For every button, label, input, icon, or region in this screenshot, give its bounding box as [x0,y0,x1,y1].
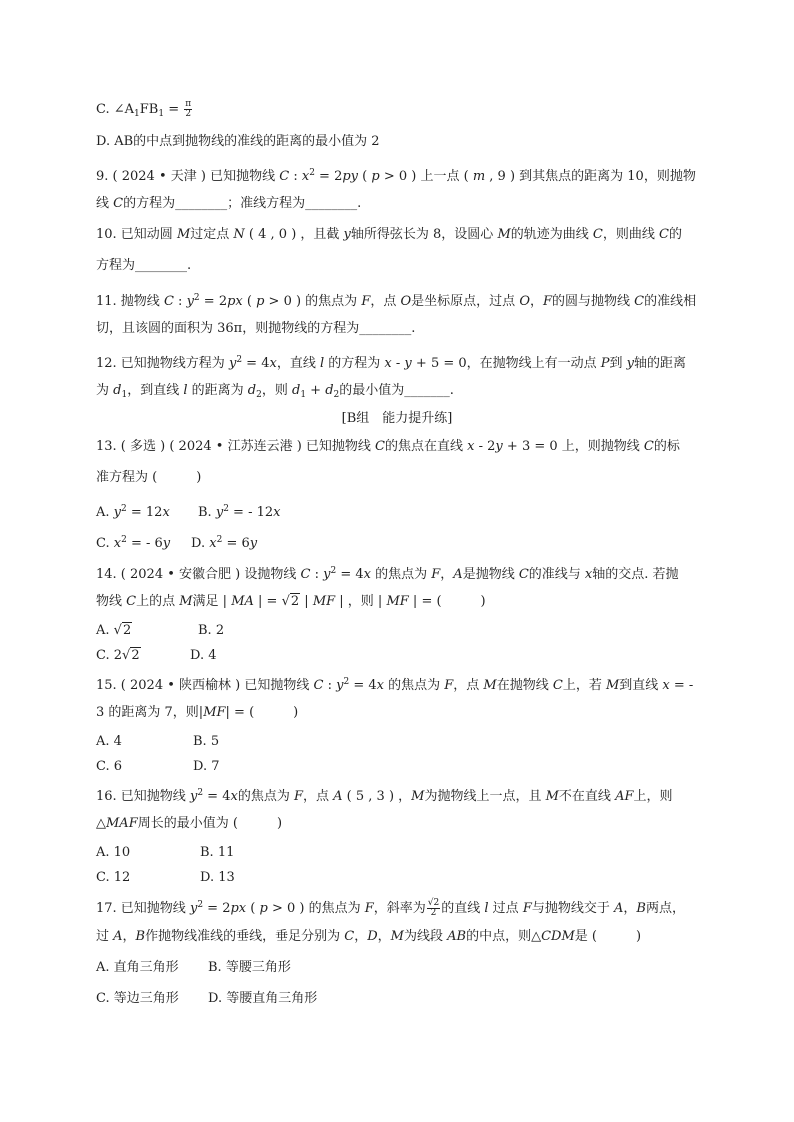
q16-option-c: C. 12 [96,870,131,885]
q16-option-b: B. 11 [200,845,235,860]
q15-option-d: D. 7 [193,759,220,774]
q10-line1: 10. 已知动圆 M过定点 N ( 4 , 0 ) ，且截 y轴所得弦长为 8，设圆心 M的轨迹为曲线 C，则曲线 C的 [96,227,682,242]
q12-line2: 为 $d_1$，到直线 l 的距离为 $d_2$，则 $d_1 + d_2$的最小值为_______. [96,383,454,400]
q13-line1: 13. ( 多选 ) ( 2024 • 江苏连云港 ) 已知抛物线 C的焦点在直线 x - 2y + 3 = 0 上，则抛物线 C的标 [96,439,680,454]
q13-option-a: A. $y^2 = 12x$ [96,504,170,520]
q13-option-b: B. $y^2$ = - 12x [198,504,281,520]
section-b-heading: [B组 能力提升练] [341,411,453,426]
q9-line2: 线 C的方程为________；准线方程为________. [96,196,362,211]
q11-line1: 11. 抛物线 C : $y^2 = 2px$ ( p > 0 ) 的焦点为 F，点 O是坐标原点，过点 O，F的圆与抛物线 C的准线相 [96,293,697,309]
q15-line2: 3 的距离为 7，则|MF| = ( ) [96,705,299,720]
q15-option-c: C. 6 [96,759,123,774]
q16-option-a: A. 10 [96,845,131,860]
q14-option-a: A. √2 [96,623,132,638]
q11-line2: 切，且该圆的面积为 36π，则抛物线的方程为________. [96,321,416,336]
q15-option-b: B. 5 [193,734,220,749]
q17-option-c: C. 等边三角形 [96,991,179,1006]
q16-line2: △MAF周长的最小值为 ( ) [96,816,283,831]
q14-line1: 14. ( 2024 • 安徽合肥 ) 设抛物线 C : $y^2 = 4x$ 的焦点为 F，A是抛物线 C的准线与 x轴的交点. 若抛 [96,566,679,582]
q8-option-d: D. AB的中点到抛物线的准线的距离的最小值为 2 [96,134,380,149]
q8-option-c: C. $\angle A_1FB_1$ = $\frac{\pi}{2}$ [96,99,192,119]
q17-line2: 过 A，B作抛物线准线的垂线，垂足分别为 C，D，M为线段 AB的中点，则△CDM是 ( ) [96,929,642,944]
q13-option-c: C. $x^2$ = - 6y [96,535,171,551]
q14-option-c: C. 2√2 [96,648,140,663]
q12-line1: 12. 已知抛物线方程为 $y^2 = 4x$，直线 l 的方程为 x - y + 5 = 0，在抛物线上有一动点 P到 y轴的距离 [96,355,687,371]
q17-option-b: B. 等腰三角形 [208,960,291,975]
q17-option-a: A. 直角三角形 [96,960,179,975]
q13-line2: 准方程为 ( ) [96,470,202,485]
q15-line1: 15. ( 2024 • 陕西榆林 ) 已知抛物线 C : $y^2 = 4x$ 的焦点为 F，点 M在抛物线 C上，若 M到直线 x = - [96,677,694,693]
q9-line1: 9. ( 2024 • 天津 ) 已知抛物线 C : $x^2 = 2py$ ( p > 0 ) 上一点 ( m , 9 ) 到其焦点的距离为 10，则抛物 [96,168,696,184]
q17-option-d: D. 等腰直角三角形 [208,991,318,1006]
q10-line2: 方程为________. [96,258,192,273]
q16-option-d: D. 13 [200,870,235,885]
q13-option-d: D. $x^2 = 6y$ [191,535,258,551]
q16-line1: 16. 已知抛物线 $y^2 = 4x$的焦点为 F，点 A ( 5 , 3 ) ，M为抛物线上一点，且 M不在直线 AF上，则 [96,788,673,804]
q15-option-a: A. 4 [96,734,122,749]
q14-option-b: B. 2 [198,623,225,638]
q17-line1: 17. 已知抛物线 $y^2 = 2px$ ( p > 0 ) 的焦点为 F，斜率为 $\frac{√2}{2}$ 的直线 l 过点 F与抛物线交于 A，B两点， [96,898,685,918]
q14-option-d: D. 4 [190,648,217,663]
q14-line2: 物线 C上的点 M满足 | MA | = √2 | MF | ，则 | MF | = ( ) [96,594,486,609]
